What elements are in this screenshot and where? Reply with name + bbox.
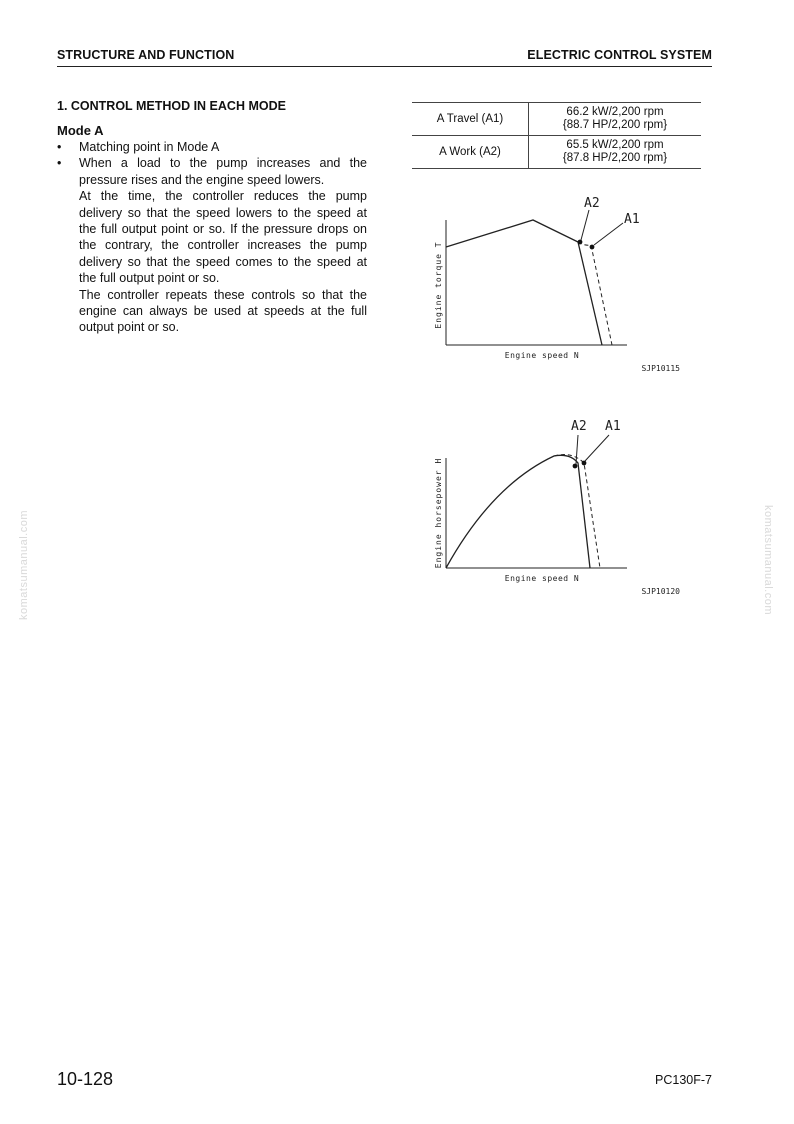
horsepower-curve-figure bbox=[412, 413, 712, 598]
table-row bbox=[412, 103, 701, 136]
torque-curve-a2 bbox=[446, 220, 602, 345]
bullet-dot: • bbox=[57, 156, 62, 171]
mode-cell: A Work (A2) bbox=[412, 136, 529, 169]
figure-code: SJP10120 bbox=[641, 587, 680, 596]
bullet-dot: • bbox=[57, 140, 62, 154]
section-heading: 1. CONTROL METHOD IN EACH MODE bbox=[57, 99, 286, 113]
label-a2: A2 bbox=[584, 196, 600, 211]
torque-curve-a1 bbox=[578, 242, 612, 345]
matching-point-a2 bbox=[578, 240, 583, 245]
model-number: PC130F-7 bbox=[655, 1073, 712, 1087]
body-text bbox=[57, 139, 367, 336]
matching-point-a1 bbox=[582, 461, 587, 466]
value-hp: {87.8 HP/2,200 rpm} bbox=[562, 152, 668, 164]
horsepower-curve-a2 bbox=[446, 455, 590, 568]
header-section-title: STRUCTURE AND FUNCTION bbox=[57, 48, 235, 62]
x-axis-label: Engine speed N bbox=[504, 351, 580, 360]
leader-a1 bbox=[594, 223, 623, 245]
y-axis-label: Engine horsepower H bbox=[434, 457, 443, 569]
bullet-text: When a load to the pump increases and the pressure rises and the engine speed lowers. bbox=[79, 156, 367, 187]
value-cell bbox=[529, 103, 702, 136]
torque-curve-figure bbox=[412, 190, 712, 375]
label-a1: A1 bbox=[605, 419, 621, 434]
paragraph: The controller repeats these controls so that the engine can always be used at speeds at the full output point or so. bbox=[79, 287, 367, 335]
bullet-text: Matching point in Mode A bbox=[79, 140, 220, 154]
paragraph: At the time, the controller reduces the pump delivery so that the speed lowers to the speed at the full output point or so. If the pressure drops on the contrary, the controller increases the pump delivery so that the speed comes to the speed at the full output point or so. bbox=[79, 189, 367, 286]
matching-point-a1 bbox=[590, 245, 595, 250]
value-hp: {88.7 HP/2,200 rpm} bbox=[562, 119, 668, 131]
bullet-item bbox=[57, 155, 367, 188]
mode-heading: Mode A bbox=[57, 123, 104, 138]
matching-point-a2 bbox=[573, 464, 578, 469]
header-divider bbox=[57, 66, 712, 67]
y-axis-label: Engine torque T bbox=[434, 241, 443, 329]
leader-a2 bbox=[581, 210, 589, 240]
label-a1: A1 bbox=[624, 212, 640, 227]
value-cell bbox=[529, 136, 702, 169]
x-axis-label: Engine speed N bbox=[504, 574, 580, 583]
watermark-left: komatsumanual.com bbox=[18, 510, 30, 620]
header-chapter-title: ELECTRIC CONTROL SYSTEM bbox=[527, 48, 712, 62]
value-kw: 66.2 kW/2,200 rpm bbox=[566, 106, 664, 118]
horsepower-curve-a1 bbox=[554, 455, 600, 568]
mode-cell: A Travel (A1) bbox=[412, 103, 529, 136]
table-row bbox=[412, 136, 701, 169]
leader-a1 bbox=[585, 435, 609, 461]
watermark-right: komatsumanual.com bbox=[762, 505, 774, 615]
leader-a2 bbox=[576, 435, 578, 464]
output-spec-table bbox=[412, 102, 701, 169]
page-number: 10-128 bbox=[57, 1069, 114, 1089]
figure-code: SJP10115 bbox=[641, 364, 680, 373]
bullet-item bbox=[57, 139, 367, 155]
label-a2: A2 bbox=[571, 419, 587, 434]
value-kw: 65.5 kW/2,200 rpm bbox=[566, 139, 664, 151]
